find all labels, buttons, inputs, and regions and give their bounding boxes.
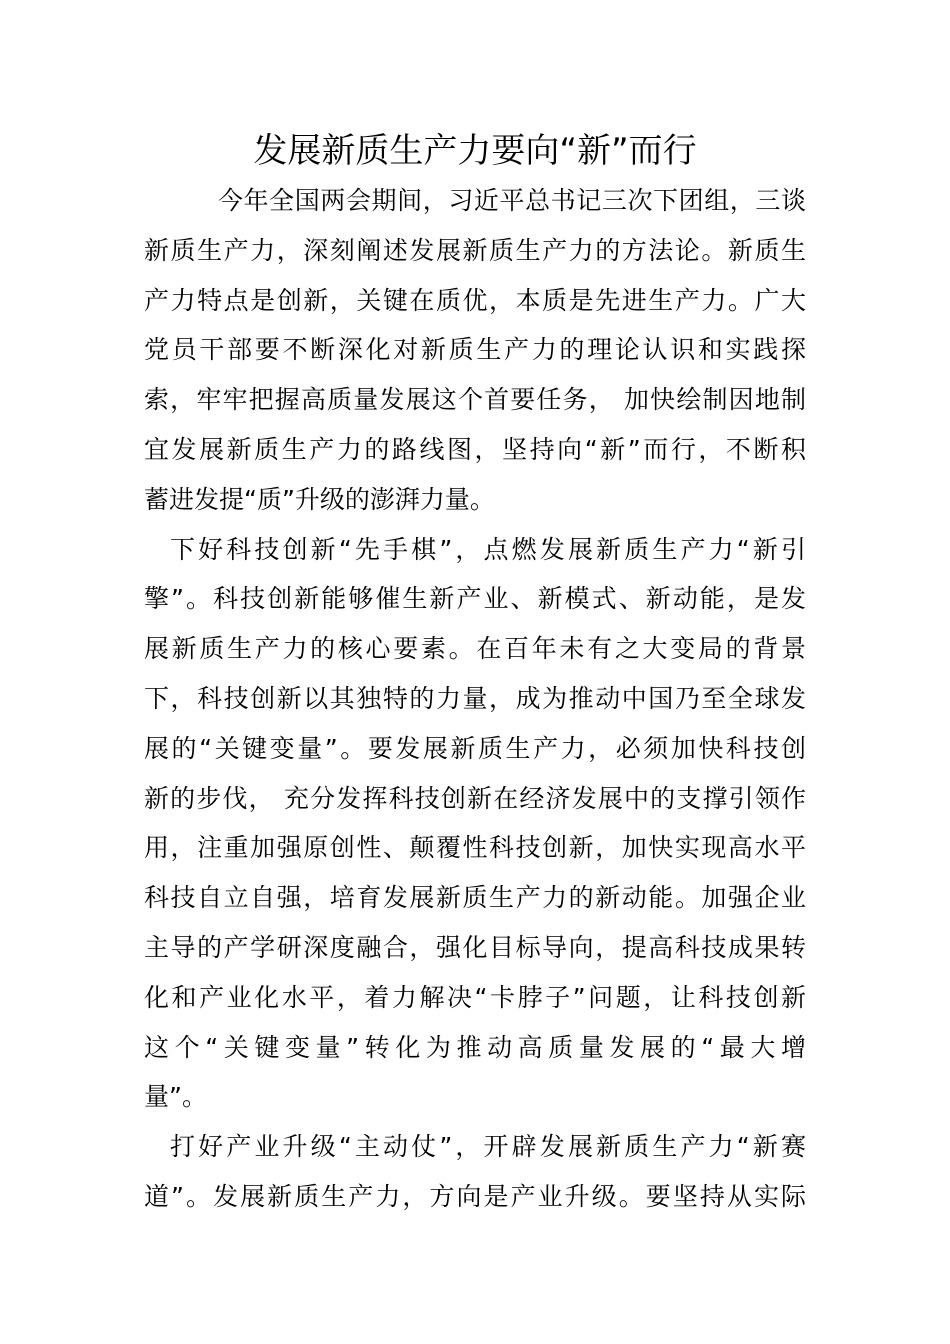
text-line: 科技自立自强，培育发展新质生产力的新动能。加强企业 bbox=[144, 883, 806, 913]
paragraph-3 bbox=[144, 1122, 806, 1222]
text-line: 今年全国两会期间，习近平总书记三次下团组，三谈 bbox=[218, 186, 806, 215]
paragraph-1 bbox=[144, 176, 806, 525]
text-line: 展新质生产力的核心要素。在百年未有之大变局的背景 bbox=[144, 634, 806, 664]
document-title: 发展新质生产力要向“新”而行 bbox=[253, 131, 697, 171]
text-line: 展的“关键变量”。要发展新质生产力，必须加快科技创 bbox=[144, 733, 806, 763]
paragraph-2 bbox=[144, 525, 806, 1123]
document-body bbox=[144, 176, 806, 1222]
text-line: 新质生产力，深刻阐述发展新质生产力的方法论。新质生 bbox=[144, 235, 806, 265]
text-line: 化和产业化水平，着力解决“卡脖子”问题，让科技创新 bbox=[144, 982, 806, 1012]
text-line: 这个“关键变量”转化为推动高质量发展的“最大增 bbox=[144, 1032, 806, 1062]
text-line: 打好产业升级“主动仗”，开辟发展新质生产力“新赛 bbox=[170, 1132, 806, 1162]
text-line: 党员干部要不断深化对新质生产力的理论认识和实践探 bbox=[144, 335, 806, 365]
text-line: 用，注重加强原创性、颠覆性科技创新，加快实现高水平 bbox=[144, 833, 806, 863]
text-line: 量”。 bbox=[144, 1082, 207, 1112]
text-line: 下好科技创新“先手棋”，点燃发展新质生产力“新引 bbox=[170, 534, 806, 564]
text-line: 产力特点是创新，关键在质优，本质是先进生产力。广大 bbox=[144, 285, 806, 315]
text-line: 道”。发展新质生产力，方向是产业升级。要坚持从实际 bbox=[144, 1181, 806, 1211]
text-line: 下，科技创新以其独特的力量，成为推动中国乃至全球发 bbox=[144, 683, 806, 713]
text-line: 主导的产学研深度融合，强化目标导向，提高科技成果转 bbox=[144, 932, 806, 962]
text-line: 擎”。科技创新能够催生新产业、新模式、新动能，是发 bbox=[144, 584, 806, 614]
text-line: 新的步伐， 充分发挥科技创新在经济发展中的支撑引领作 bbox=[144, 783, 806, 813]
text-line: 索，牢牢把握高质量发展这个首要任务， 加快绘制因地制 bbox=[144, 385, 806, 415]
text-line: 宜发展新质生产力的路线图，坚持向“新”而行，不断积 bbox=[144, 434, 806, 464]
text-line: 蓄进发提“质”升级的澎湃力量。 bbox=[144, 484, 495, 514]
